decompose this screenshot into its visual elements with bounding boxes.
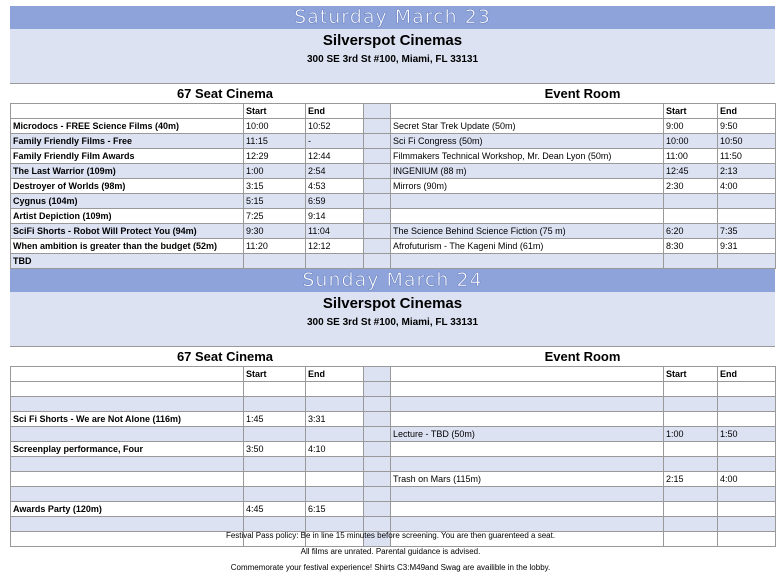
right-start-cell: 6:20 (664, 224, 718, 239)
left-film-cell: Screenplay performance, Four (11, 442, 244, 457)
right-end-cell: 4:00 (718, 179, 776, 194)
left-film-cell: The Last Warrior (109m) (11, 164, 244, 179)
left-film-cell: SciFi Shorts - Robot Will Protect You (94m) (11, 224, 244, 239)
right-start-cell (664, 397, 718, 412)
left-start-cell: 7:25 (244, 209, 306, 224)
left-film-cell: Destroyer of Worlds (98m) (11, 179, 244, 194)
left-end-cell: 9:14 (306, 209, 364, 224)
right-start-cell (664, 442, 718, 457)
left-film-cell (11, 472, 244, 487)
left-start-cell (244, 472, 306, 487)
right-film-cell: INGENIUM (88 m) (391, 164, 664, 179)
divider-cell (364, 502, 391, 517)
left-start-cell: 11:15 (244, 134, 306, 149)
right-end-cell (718, 442, 776, 457)
header-film-right (391, 367, 664, 382)
right-end-cell: 7:35 (718, 224, 776, 239)
saturday-section-header (10, 83, 775, 103)
divider-cell (364, 457, 391, 472)
header-start-right: Start (664, 104, 718, 119)
left-end-cell: 11:04 (306, 224, 364, 239)
left-film-cell: Family Friendly Film Awards (11, 149, 244, 164)
header-end-right: End (718, 367, 776, 382)
header-film-right (391, 104, 664, 119)
sunday-schedule-table (10, 366, 776, 547)
right-start-cell: 1:00 (664, 427, 718, 442)
schedule-row (11, 472, 776, 487)
footer-policy: Festival Pass policy: Be in line 15 minutes before screening. You are then guarenteed a seat. (225, 531, 556, 540)
left-start-cell (244, 457, 306, 472)
left-film-cell (11, 382, 244, 397)
left-end-cell (306, 487, 364, 502)
schedule-row (11, 194, 776, 209)
right-end-cell (718, 517, 776, 532)
right-end-cell (718, 412, 776, 427)
footer-rating: All films are unrated. Parental guidance is advised. (300, 547, 481, 556)
right-film-cell (391, 487, 664, 502)
left-film-cell: Artist Depiction (109m) (11, 209, 244, 224)
right-film-cell (391, 194, 664, 209)
right-start-cell: 12:45 (664, 164, 718, 179)
right-film-cell (391, 502, 664, 517)
left-end-cell: 3:31 (306, 412, 364, 427)
divider-cell (364, 397, 391, 412)
left-film-cell (11, 487, 244, 502)
left-end-cell: - (306, 134, 364, 149)
right-film-cell: Sci Fi Congress (50m) (391, 134, 664, 149)
left-start-cell: 3:15 (244, 179, 306, 194)
right-end-cell: 4:00 (718, 472, 776, 487)
divider-cell (364, 224, 391, 239)
divider-cell (364, 134, 391, 149)
left-end-cell (306, 382, 364, 397)
divider-cell (364, 472, 391, 487)
left-end-cell (306, 472, 364, 487)
divider-cell (364, 412, 391, 427)
schedule-row (11, 412, 776, 427)
left-end-cell: 4:10 (306, 442, 364, 457)
right-film-cell: Mirrors (90m) (391, 179, 664, 194)
divider-cell (364, 367, 391, 382)
left-start-cell: 3:50 (244, 442, 306, 457)
right-end-cell (718, 209, 776, 224)
saturday-venue (10, 29, 775, 69)
right-start-cell (664, 517, 718, 532)
sunday-venue (10, 292, 775, 332)
left-end-cell: 4:53 (306, 179, 364, 194)
right-start-cell: 10:00 (664, 134, 718, 149)
left-start-cell (244, 517, 306, 532)
header-film-left (11, 367, 244, 382)
right-start-cell (664, 412, 718, 427)
divider-cell (364, 239, 391, 254)
divider-cell (364, 427, 391, 442)
left-end-cell: 12:12 (306, 239, 364, 254)
sunday-day-title: Sunday March 24 (10, 269, 775, 292)
saturday-venue-name: Silverspot Cinemas (322, 32, 463, 49)
right-film-cell (391, 412, 664, 427)
left-start-cell (244, 427, 306, 442)
schedule-row (11, 502, 776, 517)
right-start-cell (664, 382, 718, 397)
left-end-cell (306, 254, 364, 269)
schedule-row (11, 179, 776, 194)
schedule-row (11, 427, 776, 442)
left-start-cell: 1:00 (244, 164, 306, 179)
schedule-row (11, 382, 776, 397)
divider-cell (364, 382, 391, 397)
left-start-cell (244, 397, 306, 412)
left-end-cell (306, 397, 364, 412)
right-film-cell (391, 209, 664, 224)
spacer (10, 332, 775, 346)
divider-cell (364, 104, 391, 119)
schedule-row (11, 442, 776, 457)
right-film-cell (391, 517, 664, 532)
left-end-cell (306, 457, 364, 472)
right-end-cell: 2:13 (718, 164, 776, 179)
left-film-cell: Cygnus (104m) (11, 194, 244, 209)
footer-merch: Commemorate your festival experience! Shirts C3:M49and Swag are availible in the lobby. (230, 563, 551, 572)
divider-cell (364, 209, 391, 224)
right-film-cell: Secret Star Trek Update (50m) (391, 119, 664, 134)
right-start-cell: 2:15 (664, 472, 718, 487)
right-end-cell (718, 194, 776, 209)
left-end-cell (306, 517, 364, 532)
schedule-row (11, 517, 776, 532)
left-film-cell (11, 427, 244, 442)
left-start-cell: 11:20 (244, 239, 306, 254)
left-film-cell: Sci Fi Shorts - We are Not Alone (116m) (11, 412, 244, 427)
right-end-cell: 11:50 (718, 149, 776, 164)
left-end-cell (306, 427, 364, 442)
right-end-cell: 9:50 (718, 119, 776, 134)
divider-cell (364, 179, 391, 194)
saturday-venue-address: 300 SE 3rd St #100, Miami, FL 33131 (306, 54, 479, 65)
schedule-sheet (10, 6, 775, 547)
schedule-row (11, 397, 776, 412)
right-start-cell: 8:30 (664, 239, 718, 254)
right-film-cell (391, 457, 664, 472)
right-start-cell (664, 194, 718, 209)
left-start-cell (244, 382, 306, 397)
right-end-cell: 10:50 (718, 134, 776, 149)
right-end-cell (718, 487, 776, 502)
left-start-cell (244, 487, 306, 502)
divider-cell (364, 254, 391, 269)
left-end-cell: 6:15 (306, 502, 364, 517)
saturday-left-title: 67 Seat Cinema (176, 86, 274, 101)
left-start-cell: 5:15 (244, 194, 306, 209)
right-start-cell: 11:00 (664, 149, 718, 164)
left-film-cell: Awards Party (120m) (11, 502, 244, 517)
schedule-row (11, 164, 776, 179)
header-start-left: Start (244, 367, 306, 382)
schedule-row (11, 487, 776, 502)
divider-cell (364, 517, 391, 532)
left-start-cell: 4:45 (244, 502, 306, 517)
right-start-cell (664, 502, 718, 517)
right-start-cell: 2:30 (664, 179, 718, 194)
right-film-cell: Afrofuturism - The Kageni Mind (61m) (391, 239, 664, 254)
saturday-day-title: Saturday March 23 (10, 6, 775, 29)
right-end-cell (718, 254, 776, 269)
right-film-cell: The Science Behind Science Fiction (75 m) (391, 224, 664, 239)
left-film-cell (11, 517, 244, 532)
right-start-cell: 9:00 (664, 119, 718, 134)
right-film-cell: Filmmakers Technical Workshop, Mr. Dean Lyon (50m) (391, 149, 664, 164)
header-end-left: End (306, 104, 364, 119)
divider-cell (364, 442, 391, 457)
right-end-cell (718, 382, 776, 397)
divider-cell (364, 487, 391, 502)
sunday-venue-address: 300 SE 3rd St #100, Miami, FL 33131 (306, 317, 479, 328)
right-film-cell (391, 382, 664, 397)
left-end-cell: 6:59 (306, 194, 364, 209)
left-film-cell: When ambition is greater than the budget (52m) (11, 239, 244, 254)
divider-cell (364, 149, 391, 164)
left-start-cell: 1:45 (244, 412, 306, 427)
divider-cell (364, 119, 391, 134)
right-start-cell (664, 487, 718, 502)
left-film-cell: Microdocs - FREE Science Films (40m) (11, 119, 244, 134)
right-start-cell (664, 457, 718, 472)
table-header-row (11, 367, 776, 382)
left-film-cell (11, 457, 244, 472)
right-end-cell (718, 397, 776, 412)
right-end-cell (718, 457, 776, 472)
right-film-cell (391, 254, 664, 269)
right-film-cell (391, 397, 664, 412)
sunday-venue-name: Silverspot Cinemas (322, 295, 463, 312)
right-end-cell: 9:31 (718, 239, 776, 254)
spacer (10, 69, 775, 83)
left-start-cell (244, 254, 306, 269)
schedule-row (11, 209, 776, 224)
header-end-right: End (718, 104, 776, 119)
left-end-cell: 2:54 (306, 164, 364, 179)
header-start-right: Start (664, 367, 718, 382)
schedule-row (11, 457, 776, 472)
divider-cell (364, 194, 391, 209)
right-end-cell: 1:50 (718, 427, 776, 442)
right-film-cell (391, 442, 664, 457)
schedule-row (11, 134, 776, 149)
sunday-right-title: Event Room (544, 349, 621, 364)
schedule-row (11, 119, 776, 134)
right-film-cell: Trash on Mars (115m) (391, 472, 664, 487)
left-start-cell: 12:29 (244, 149, 306, 164)
left-start-cell: 10:00 (244, 119, 306, 134)
header-start-left: Start (244, 104, 306, 119)
left-film-cell (11, 397, 244, 412)
left-end-cell: 10:52 (306, 119, 364, 134)
saturday-right-title: Event Room (544, 86, 621, 101)
right-end-cell (718, 502, 776, 517)
left-end-cell: 12:44 (306, 149, 364, 164)
left-start-cell: 9:30 (244, 224, 306, 239)
left-film-cell: TBD (11, 254, 244, 269)
right-start-cell (664, 209, 718, 224)
header-film-left (11, 104, 244, 119)
sunday-section-header (10, 346, 775, 366)
schedule-row (11, 239, 776, 254)
sunday-left-title: 67 Seat Cinema (176, 349, 274, 364)
schedule-row (11, 149, 776, 164)
divider-cell (364, 164, 391, 179)
schedule-row (11, 254, 776, 269)
right-start-cell (664, 254, 718, 269)
table-header-row (11, 104, 776, 119)
header-end-left: End (306, 367, 364, 382)
left-film-cell: Family Friendly Films - Free (11, 134, 244, 149)
saturday-schedule-table (10, 103, 776, 269)
right-film-cell: Lecture - TBD (50m) (391, 427, 664, 442)
schedule-row (11, 224, 776, 239)
